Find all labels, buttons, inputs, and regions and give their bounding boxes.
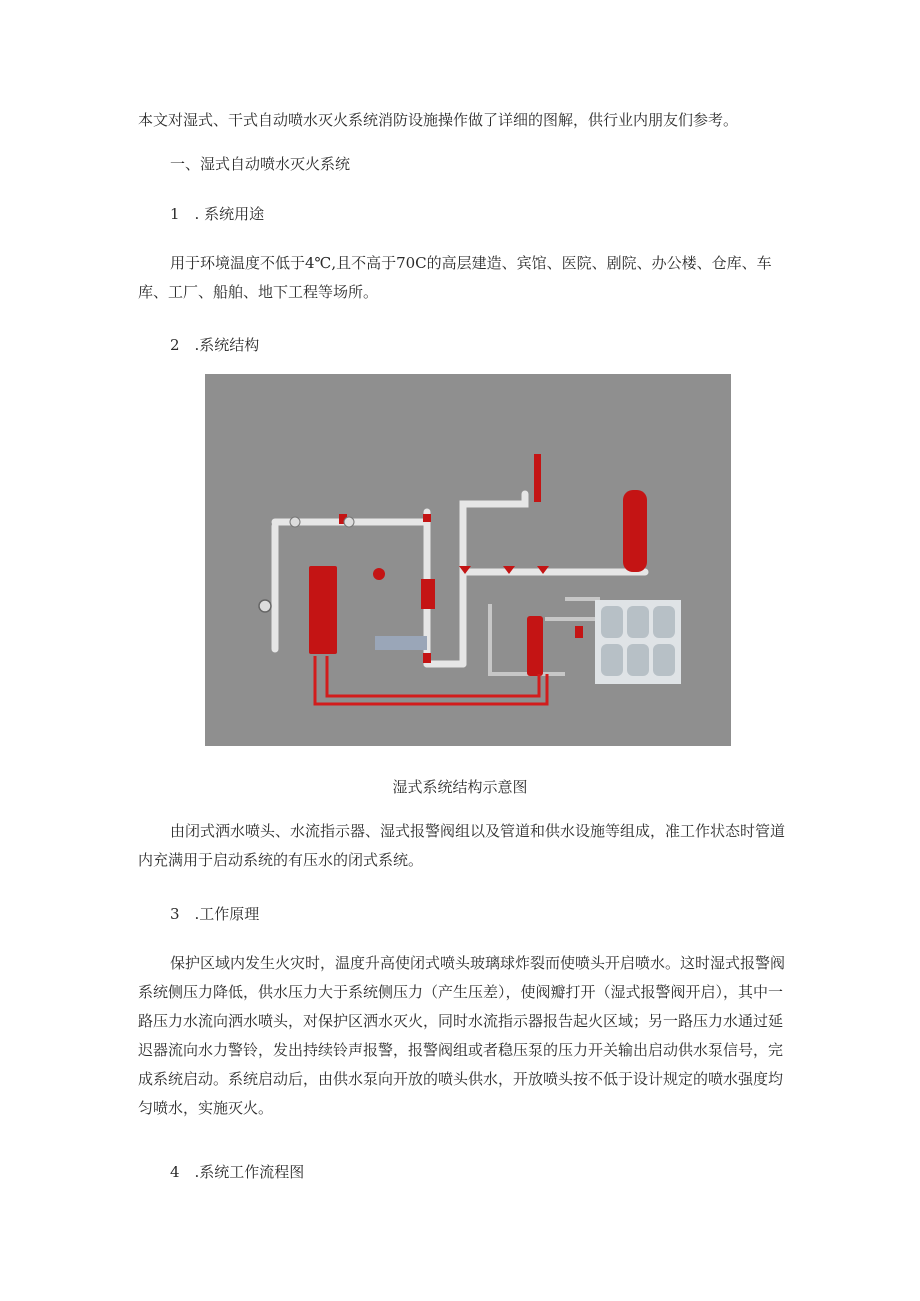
water-tank (595, 600, 681, 684)
wet-system-illustration (205, 374, 731, 746)
alarm-valve (421, 579, 435, 609)
item4-heading: 4 .系统工作流程图 (170, 1163, 305, 1181)
intro-paragraph: 本文对湿式、干式自动喷水灭火系统消防设施操作做了详细的图解，供行业内朋友们参考。 (138, 111, 739, 129)
structure-paragraph: 由闭式洒水喷头、水流指示器、湿式报警阀组以及管道和供水设施等组成，准工作状态时管道内充满用于启动系统的有压水的闭式系统。 (138, 822, 786, 869)
test-pipe (534, 454, 541, 502)
fire-pump (527, 616, 543, 676)
wet-system-diagram (205, 374, 731, 746)
water-motor-gong (373, 568, 385, 580)
item1-heading: 1 . 系统用途 (170, 205, 265, 223)
item3-body: 保护区域内发生火灾时，温度升高使闭式喷头玻璃球炸裂而使喷头开启喷水。这时湿式报警阀系统侧压力降低，供水压力大于系统侧压力（产生压差），使阀瓣打开（湿式报警阀开启），其中一路压力水流向洒水喷头，对保护区洒水灭火，同时水流指示器报告起火区域；另一路压力水通过延迟器流向水力警铃，发出持续铃声报警，报警阀组或者稳压泵的压力开关输出启动供水泵信号，完成系统启动。系统启动后，由供水泵向开放的喷头供水，开放喷头按不低于设计规定的喷水强度均匀喷水，实施灭火。 (138, 954, 786, 1117)
item3-heading: 3 .工作原理 (170, 905, 260, 923)
section-heading: 一、湿式自动喷水灭火系统 (170, 155, 351, 173)
item1-body: 用于环境温度不低于4℃,且不高于70C的高层建造、宾馆、医院、剧院、办公楼、仓库、车库、工厂、船舶、地下工程等场所。 (138, 254, 772, 301)
fire-control-cabinet (309, 566, 337, 654)
pressure-tank (623, 490, 647, 572)
figure-caption: 湿式系统结构示意图 (392, 778, 528, 796)
item2-heading: 2 .系统结构 (170, 336, 260, 354)
